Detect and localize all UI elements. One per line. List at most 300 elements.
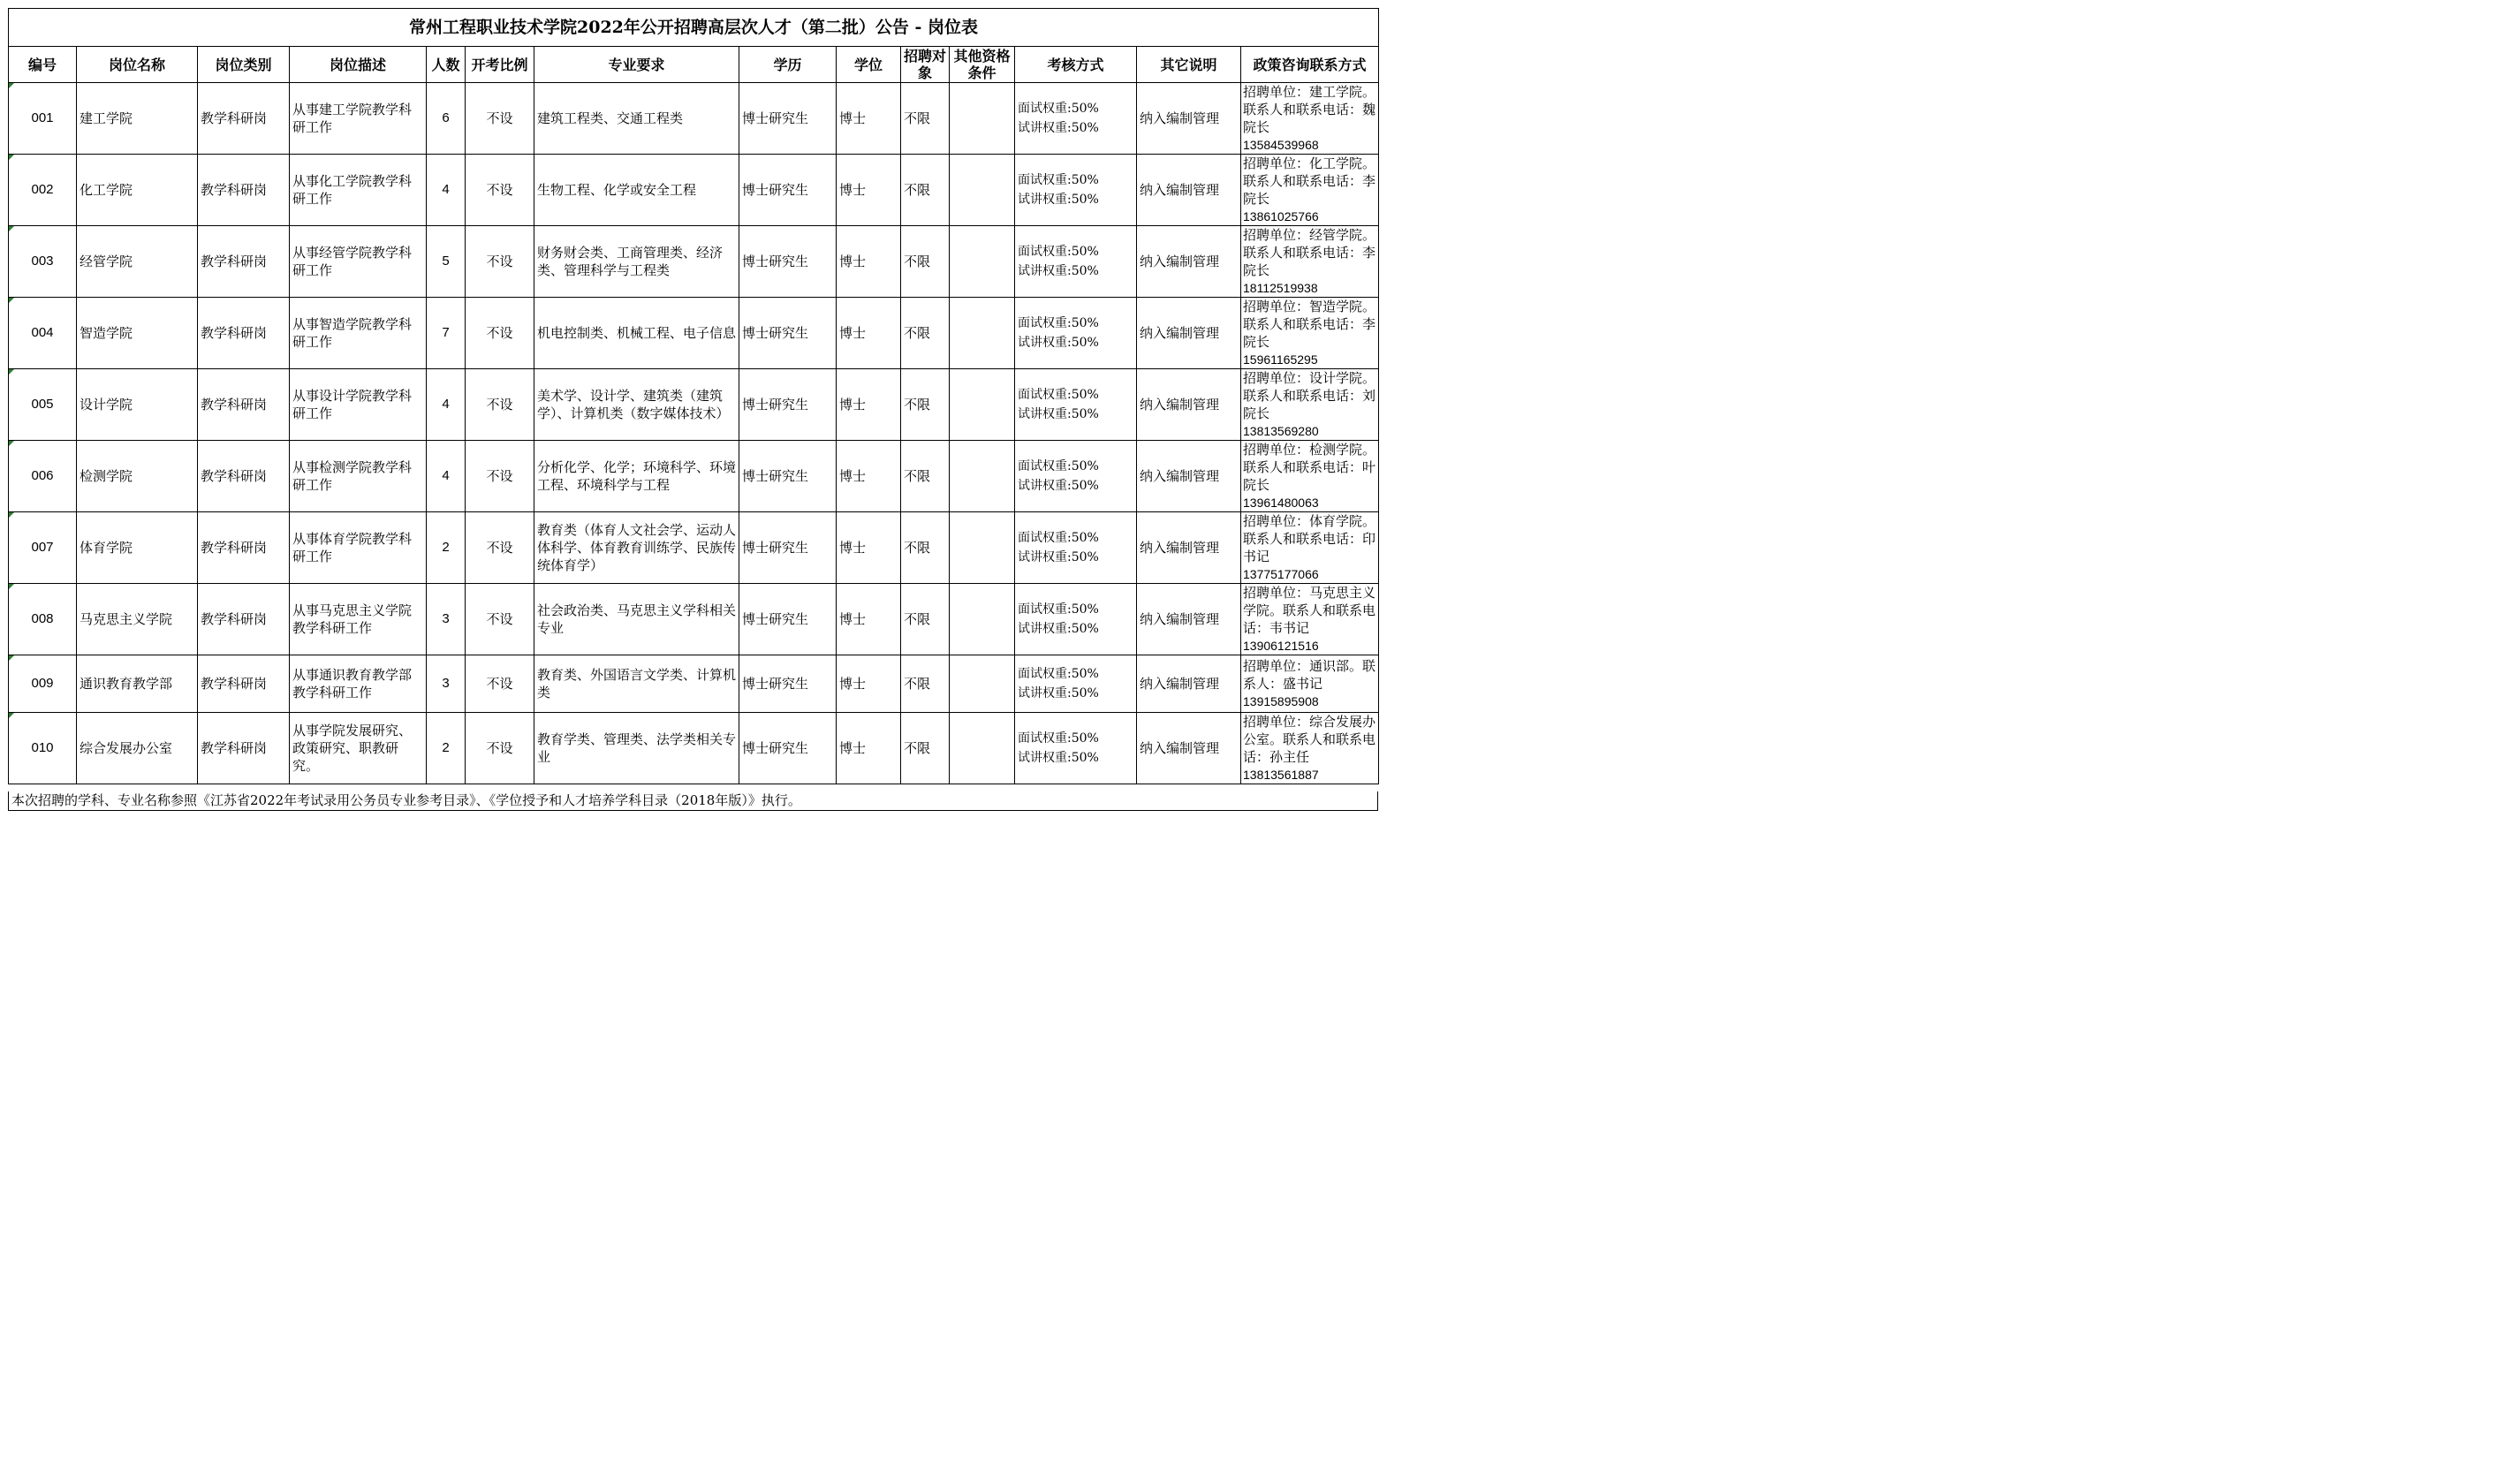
cell-category <box>198 298 290 369</box>
contact-text: 招聘单位：综合发展办公室。联系人和联系电话：孙主任 <box>1243 714 1376 765</box>
cell-comment-marker-icon <box>9 584 14 589</box>
cell-desc-text: 从事检测学院教学科研工作 <box>292 459 413 493</box>
cell-other <box>950 584 1015 655</box>
cell-category <box>198 655 290 713</box>
cell-desc-text: 从事智造学院教学科研工作 <box>292 316 413 350</box>
cell-name <box>77 155 198 226</box>
cell-contact <box>1241 83 1379 155</box>
cell-target-text: 不限 <box>904 611 931 627</box>
cell-id-text: 004 <box>31 325 54 340</box>
col-header-note: 其它说明 <box>1137 47 1241 83</box>
cell-comment-marker-icon <box>9 369 14 375</box>
cell-target <box>901 512 950 584</box>
cell-note <box>1137 441 1241 512</box>
exam-interview-weight: 面试权重:50% <box>1018 245 1099 259</box>
cell-count <box>427 298 466 369</box>
cell-major-text: 教育类（体育人文社会学、运动人体科学、体育教育训练学、民族传统体育学） <box>537 522 737 573</box>
cell-degree <box>837 369 901 441</box>
cell-note-text: 纳入编制管理 <box>1140 254 1220 269</box>
exam-lecture-weight: 试讲权重:50% <box>1018 121 1099 135</box>
cell-degree-text: 博士 <box>839 325 867 341</box>
cell-education <box>739 713 837 784</box>
exam-lecture-weight: 试讲权重:50% <box>1018 479 1099 493</box>
cell-id <box>9 369 77 441</box>
cell-note <box>1137 369 1241 441</box>
cell-exam <box>1015 155 1137 226</box>
cell-education-text: 博士研究生 <box>742 676 809 692</box>
cell-note <box>1137 226 1241 298</box>
contact-phone: 13775177066 <box>1243 567 1319 581</box>
cell-note <box>1137 83 1241 155</box>
exam-lecture-weight: 试讲权重:50% <box>1018 686 1099 700</box>
contact-phone: 13861025766 <box>1243 209 1319 223</box>
exam-lecture-weight: 试讲权重:50% <box>1018 264 1099 278</box>
cell-count <box>427 655 466 713</box>
cell-major <box>534 512 739 584</box>
cell-note-text: 纳入编制管理 <box>1140 110 1220 126</box>
cell-name-text: 检测学院 <box>80 468 133 484</box>
cell-note-text: 纳入编制管理 <box>1140 740 1220 756</box>
table-row <box>9 155 1379 226</box>
cell-name <box>77 298 198 369</box>
cell-count-text: 4 <box>442 397 450 412</box>
cell-note <box>1137 155 1241 226</box>
col-header-ratio: 开考比例 <box>466 47 534 83</box>
cell-name-text: 经管学院 <box>80 254 133 269</box>
table-row <box>9 655 1379 713</box>
cell-category <box>198 226 290 298</box>
cell-id <box>9 512 77 584</box>
cell-major-text: 教育类、外国语言文学类、计算机类 <box>537 667 737 700</box>
cell-contact <box>1241 441 1379 512</box>
contact-phone: 18112519938 <box>1243 281 1318 295</box>
cell-ratio-text: 不设 <box>486 397 513 413</box>
cell-major <box>534 369 739 441</box>
col-header-target: 招聘对象 <box>901 47 950 83</box>
cell-desc <box>290 584 427 655</box>
cell-id-text: 008 <box>31 611 54 626</box>
cell-count <box>427 713 466 784</box>
cell-count-text: 2 <box>442 740 450 755</box>
cell-degree-text: 博士 <box>839 182 867 198</box>
cell-education <box>739 655 837 713</box>
cell-ratio <box>466 298 534 369</box>
cell-desc-text: 从事学院发展研究、政策研究、职教研究。 <box>292 723 413 774</box>
cell-name <box>77 369 198 441</box>
cell-comment-marker-icon <box>9 655 14 661</box>
cell-exam <box>1015 713 1137 784</box>
cell-target-text: 不限 <box>904 740 931 756</box>
cell-count <box>427 369 466 441</box>
contact-phone: 13915895908 <box>1243 694 1319 708</box>
cell-other <box>950 441 1015 512</box>
cell-note-text: 纳入编制管理 <box>1140 611 1220 627</box>
cell-education-text: 博士研究生 <box>742 110 809 126</box>
table-row <box>9 512 1379 584</box>
cell-name-text: 通识教育教学部 <box>80 676 173 692</box>
cell-ratio-text: 不设 <box>486 110 513 126</box>
cell-id-text: 001 <box>31 110 54 125</box>
cell-ratio-text: 不设 <box>486 182 513 198</box>
cell-degree <box>837 584 901 655</box>
cell-other <box>950 298 1015 369</box>
col-header-desc: 岗位描述 <box>290 47 427 83</box>
exam-lecture-weight: 试讲权重:50% <box>1018 622 1099 636</box>
cell-contact <box>1241 655 1379 713</box>
cell-count-text: 7 <box>442 325 450 340</box>
table-row <box>9 584 1379 655</box>
cell-count-text: 3 <box>442 611 450 626</box>
cell-desc <box>290 441 427 512</box>
cell-major <box>534 83 739 155</box>
cell-count-text: 3 <box>442 676 450 691</box>
cell-id <box>9 713 77 784</box>
cell-ratio <box>466 441 534 512</box>
exam-interview-weight: 面试权重:50% <box>1018 388 1099 402</box>
cell-major-text: 生物工程、化学或安全工程 <box>537 182 697 198</box>
cell-education-text: 博士研究生 <box>742 182 809 198</box>
cell-comment-marker-icon <box>9 298 14 303</box>
contact-text: 招聘单位：体育学院。联系人和联系电话：印书记 <box>1243 513 1376 564</box>
cell-id-text: 002 <box>31 182 54 197</box>
exam-lecture-weight: 试讲权重:50% <box>1018 550 1099 564</box>
cell-category-text: 教学科研岗 <box>201 676 268 692</box>
cell-degree-text: 博士 <box>839 540 867 556</box>
col-header-contact: 政策咨询联系方式 <box>1241 47 1379 83</box>
cell-comment-marker-icon <box>9 155 14 160</box>
cell-degree <box>837 441 901 512</box>
cell-category-text: 教学科研岗 <box>201 540 268 556</box>
cell-name-text: 化工学院 <box>80 182 133 198</box>
cell-major-text: 美术学、设计学、建筑类（建筑学）、计算机类（数字媒体技术） <box>537 388 730 421</box>
cell-degree <box>837 298 901 369</box>
cell-major <box>534 713 739 784</box>
cell-category <box>198 584 290 655</box>
exam-interview-weight: 面试权重:50% <box>1018 667 1099 681</box>
table-row <box>9 298 1379 369</box>
exam-lecture-weight: 试讲权重:50% <box>1018 336 1099 350</box>
cell-desc-text: 从事马克思主义学院教学科研工作 <box>292 602 413 636</box>
cell-education-text: 博士研究生 <box>742 397 809 413</box>
cell-target <box>901 655 950 713</box>
cell-degree <box>837 655 901 713</box>
col-header-major: 专业要求 <box>534 47 739 83</box>
cell-category-text: 教学科研岗 <box>201 397 268 413</box>
contact-text: 招聘单位：设计学院。联系人和联系电话：刘院长 <box>1243 370 1376 421</box>
cell-major <box>534 441 739 512</box>
cell-contact <box>1241 155 1379 226</box>
cell-other <box>950 83 1015 155</box>
cell-target-text: 不限 <box>904 254 931 269</box>
col-header-id: 编号 <box>9 47 77 83</box>
cell-id-text: 010 <box>31 740 54 755</box>
cell-name <box>77 226 198 298</box>
cell-count <box>427 441 466 512</box>
cell-name-text: 体育学院 <box>80 540 133 556</box>
cell-ratio-text: 不设 <box>486 254 513 269</box>
cell-ratio <box>466 83 534 155</box>
contact-phone: 13813561887 <box>1243 768 1319 782</box>
cell-other <box>950 369 1015 441</box>
cell-ratio <box>466 584 534 655</box>
cell-target-text: 不限 <box>904 468 931 484</box>
cell-exam <box>1015 655 1137 713</box>
exam-interview-weight: 面试权重:50% <box>1018 531 1099 545</box>
job-table <box>8 8 1379 784</box>
cell-desc <box>290 83 427 155</box>
cell-ratio-text: 不设 <box>486 676 513 692</box>
cell-id <box>9 441 77 512</box>
col-header-degree: 学位 <box>837 47 901 83</box>
cell-comment-marker-icon <box>9 226 14 231</box>
cell-name <box>77 584 198 655</box>
cell-id <box>9 83 77 155</box>
cell-contact <box>1241 226 1379 298</box>
cell-exam <box>1015 369 1137 441</box>
cell-contact <box>1241 298 1379 369</box>
cell-id-text: 003 <box>31 254 54 269</box>
cell-category <box>198 83 290 155</box>
contact-text: 招聘单位：检测学院。联系人和联系电话：叶院长 <box>1243 442 1376 493</box>
cell-desc <box>290 713 427 784</box>
cell-count <box>427 512 466 584</box>
cell-contact <box>1241 512 1379 584</box>
cell-count <box>427 155 466 226</box>
cell-major-text: 财务财会类、工商管理类、经济类、管理科学与工程类 <box>537 245 724 278</box>
cell-ratio-text: 不设 <box>486 611 513 627</box>
cell-education <box>739 83 837 155</box>
exam-lecture-weight: 试讲权重:50% <box>1018 751 1099 765</box>
cell-target-text: 不限 <box>904 325 931 341</box>
cell-other <box>950 713 1015 784</box>
contact-text: 招聘单位：智造学院。联系人和联系电话：李院长 <box>1243 299 1376 350</box>
cell-major <box>534 298 739 369</box>
cell-target-text: 不限 <box>904 540 931 556</box>
cell-education-text: 博士研究生 <box>742 254 809 269</box>
contact-phone: 13961480063 <box>1243 496 1319 510</box>
cell-target <box>901 298 950 369</box>
cell-major <box>534 155 739 226</box>
table-row <box>9 83 1379 155</box>
cell-exam <box>1015 298 1137 369</box>
cell-major-text: 社会政治类、马克思主义学科相关专业 <box>537 602 737 636</box>
contact-text: 招聘单位：经管学院。联系人和联系电话：李院长 <box>1243 227 1376 278</box>
cell-exam <box>1015 83 1137 155</box>
cell-contact <box>1241 713 1379 784</box>
cell-count-text: 2 <box>442 540 450 555</box>
cell-note-text: 纳入编制管理 <box>1140 182 1220 198</box>
cell-desc-text: 从事经管学院教学科研工作 <box>292 245 413 278</box>
cell-major <box>534 584 739 655</box>
cell-note <box>1137 512 1241 584</box>
col-header-education: 学历 <box>739 47 837 83</box>
cell-count <box>427 584 466 655</box>
cell-category <box>198 155 290 226</box>
cell-target <box>901 713 950 784</box>
exam-lecture-weight: 试讲权重:50% <box>1018 407 1099 421</box>
cell-id-text: 007 <box>31 540 54 555</box>
cell-ratio <box>466 155 534 226</box>
cell-degree <box>837 83 901 155</box>
cell-degree <box>837 713 901 784</box>
cell-ratio <box>466 369 534 441</box>
page-title: 常州工程职业技术学院2022年公开招聘高层次人才（第二批）公告 - 岗位表 <box>9 9 1379 47</box>
cell-category <box>198 512 290 584</box>
cell-count-text: 4 <box>442 468 450 483</box>
cell-desc-text: 从事通识教育教学部教学科研工作 <box>292 667 413 700</box>
cell-count <box>427 83 466 155</box>
contact-phone: 13906121516 <box>1243 639 1319 653</box>
cell-target <box>901 83 950 155</box>
cell-target-text: 不限 <box>904 397 931 413</box>
contact-text: 招聘单位：化工学院。联系人和联系电话：李院长 <box>1243 155 1376 207</box>
cell-education <box>739 298 837 369</box>
exam-interview-weight: 面试权重:50% <box>1018 459 1099 473</box>
cell-target-text: 不限 <box>904 182 931 198</box>
cell-education-text: 博士研究生 <box>742 325 809 341</box>
cell-note-text: 纳入编制管理 <box>1140 468 1220 484</box>
cell-exam <box>1015 226 1137 298</box>
cell-major-text: 教育学类、管理类、法学类相关专业 <box>537 731 737 765</box>
cell-note <box>1137 655 1241 713</box>
cell-note-text: 纳入编制管理 <box>1140 397 1220 413</box>
cell-name <box>77 512 198 584</box>
cell-target <box>901 441 950 512</box>
cell-category-text: 教学科研岗 <box>201 468 268 484</box>
cell-name-text: 智造学院 <box>80 325 133 341</box>
cell-count <box>427 226 466 298</box>
contact-text: 招聘单位：建工学院。联系人和联系电话：魏院长 <box>1243 84 1376 135</box>
col-header-count: 人数 <box>427 47 466 83</box>
cell-category <box>198 369 290 441</box>
cell-category <box>198 441 290 512</box>
cell-id-text: 009 <box>31 676 54 691</box>
col-header-category: 岗位类别 <box>198 47 290 83</box>
table-row <box>9 369 1379 441</box>
cell-id <box>9 655 77 713</box>
cell-note <box>1137 584 1241 655</box>
table-row <box>9 713 1379 784</box>
cell-id-text: 005 <box>31 397 54 412</box>
contact-phone: 13813569280 <box>1243 424 1319 438</box>
cell-desc <box>290 369 427 441</box>
cell-category-text: 教学科研岗 <box>201 325 268 341</box>
cell-education-text: 博士研究生 <box>742 740 809 756</box>
table-row <box>9 226 1379 298</box>
cell-desc <box>290 226 427 298</box>
cell-contact <box>1241 369 1379 441</box>
cell-ratio <box>466 226 534 298</box>
header-row <box>9 47 1379 83</box>
cell-major <box>534 226 739 298</box>
cell-count-text: 5 <box>442 254 450 269</box>
cell-name <box>77 655 198 713</box>
col-header-name: 岗位名称 <box>77 47 198 83</box>
cell-target <box>901 584 950 655</box>
cell-major-text: 机电控制类、机械工程、电子信息 <box>537 325 737 341</box>
cell-degree-text: 博士 <box>839 468 867 484</box>
cell-desc-text: 从事建工学院教学科研工作 <box>292 102 413 135</box>
cell-ratio <box>466 713 534 784</box>
cell-exam <box>1015 441 1137 512</box>
cell-degree-text: 博士 <box>839 254 867 269</box>
cell-degree-text: 博士 <box>839 397 867 413</box>
exam-interview-weight: 面试权重:50% <box>1018 731 1099 746</box>
cell-education <box>739 584 837 655</box>
cell-education <box>739 441 837 512</box>
cell-count-text: 6 <box>442 110 450 125</box>
cell-education <box>739 226 837 298</box>
cell-other <box>950 155 1015 226</box>
cell-other <box>950 512 1015 584</box>
cell-note-text: 纳入编制管理 <box>1140 325 1220 341</box>
cell-major <box>534 655 739 713</box>
cell-id <box>9 226 77 298</box>
cell-degree <box>837 226 901 298</box>
cell-id <box>9 584 77 655</box>
exam-interview-weight: 面试权重:50% <box>1018 316 1099 330</box>
cell-desc-text: 从事化工学院教学科研工作 <box>292 173 413 207</box>
cell-degree-text: 博士 <box>839 740 867 756</box>
cell-note <box>1137 713 1241 784</box>
cell-other <box>950 655 1015 713</box>
cell-major-text: 建筑工程类、交通工程类 <box>537 110 684 126</box>
cell-note-text: 纳入编制管理 <box>1140 676 1220 692</box>
cell-target <box>901 155 950 226</box>
cell-education-text: 博士研究生 <box>742 540 809 556</box>
cell-note <box>1137 298 1241 369</box>
cell-name-text: 综合发展办公室 <box>80 740 173 756</box>
cell-name <box>77 713 198 784</box>
cell-name <box>77 441 198 512</box>
cell-note-text: 纳入编制管理 <box>1140 540 1220 556</box>
col-header-exam: 考核方式 <box>1015 47 1137 83</box>
table-row <box>9 441 1379 512</box>
cell-name <box>77 83 198 155</box>
contact-phone: 13584539968 <box>1243 138 1319 152</box>
cell-education <box>739 369 837 441</box>
cell-target-text: 不限 <box>904 110 931 126</box>
cell-ratio-text: 不设 <box>486 740 513 756</box>
cell-desc <box>290 512 427 584</box>
cell-id <box>9 155 77 226</box>
cell-major-text: 分析化学、化学；环境科学、环境工程、环境科学与工程 <box>537 459 737 493</box>
cell-comment-marker-icon <box>9 713 14 718</box>
cell-ratio <box>466 512 534 584</box>
cell-name-text: 设计学院 <box>80 397 133 413</box>
contact-text: 招聘单位：通识部。联系人：盛书记 <box>1243 658 1376 692</box>
cell-comment-marker-icon <box>9 83 14 88</box>
cell-comment-marker-icon <box>9 441 14 446</box>
cell-degree-text: 博士 <box>839 611 867 627</box>
cell-target <box>901 369 950 441</box>
col-header-other: 其他资格条件 <box>950 47 1015 83</box>
exam-lecture-weight: 试讲权重:50% <box>1018 193 1099 207</box>
cell-degree <box>837 512 901 584</box>
cell-id-text: 006 <box>31 468 54 483</box>
cell-name-text: 马克思主义学院 <box>80 611 173 627</box>
cell-degree <box>837 155 901 226</box>
cell-contact <box>1241 584 1379 655</box>
contact-phone: 15961165295 <box>1243 352 1318 367</box>
cell-count-text: 4 <box>442 182 450 197</box>
cell-degree-text: 博士 <box>839 110 867 126</box>
exam-interview-weight: 面试权重:50% <box>1018 602 1099 617</box>
cell-education <box>739 512 837 584</box>
cell-exam <box>1015 512 1137 584</box>
cell-target-text: 不限 <box>904 676 931 692</box>
cell-category-text: 教学科研岗 <box>201 254 268 269</box>
